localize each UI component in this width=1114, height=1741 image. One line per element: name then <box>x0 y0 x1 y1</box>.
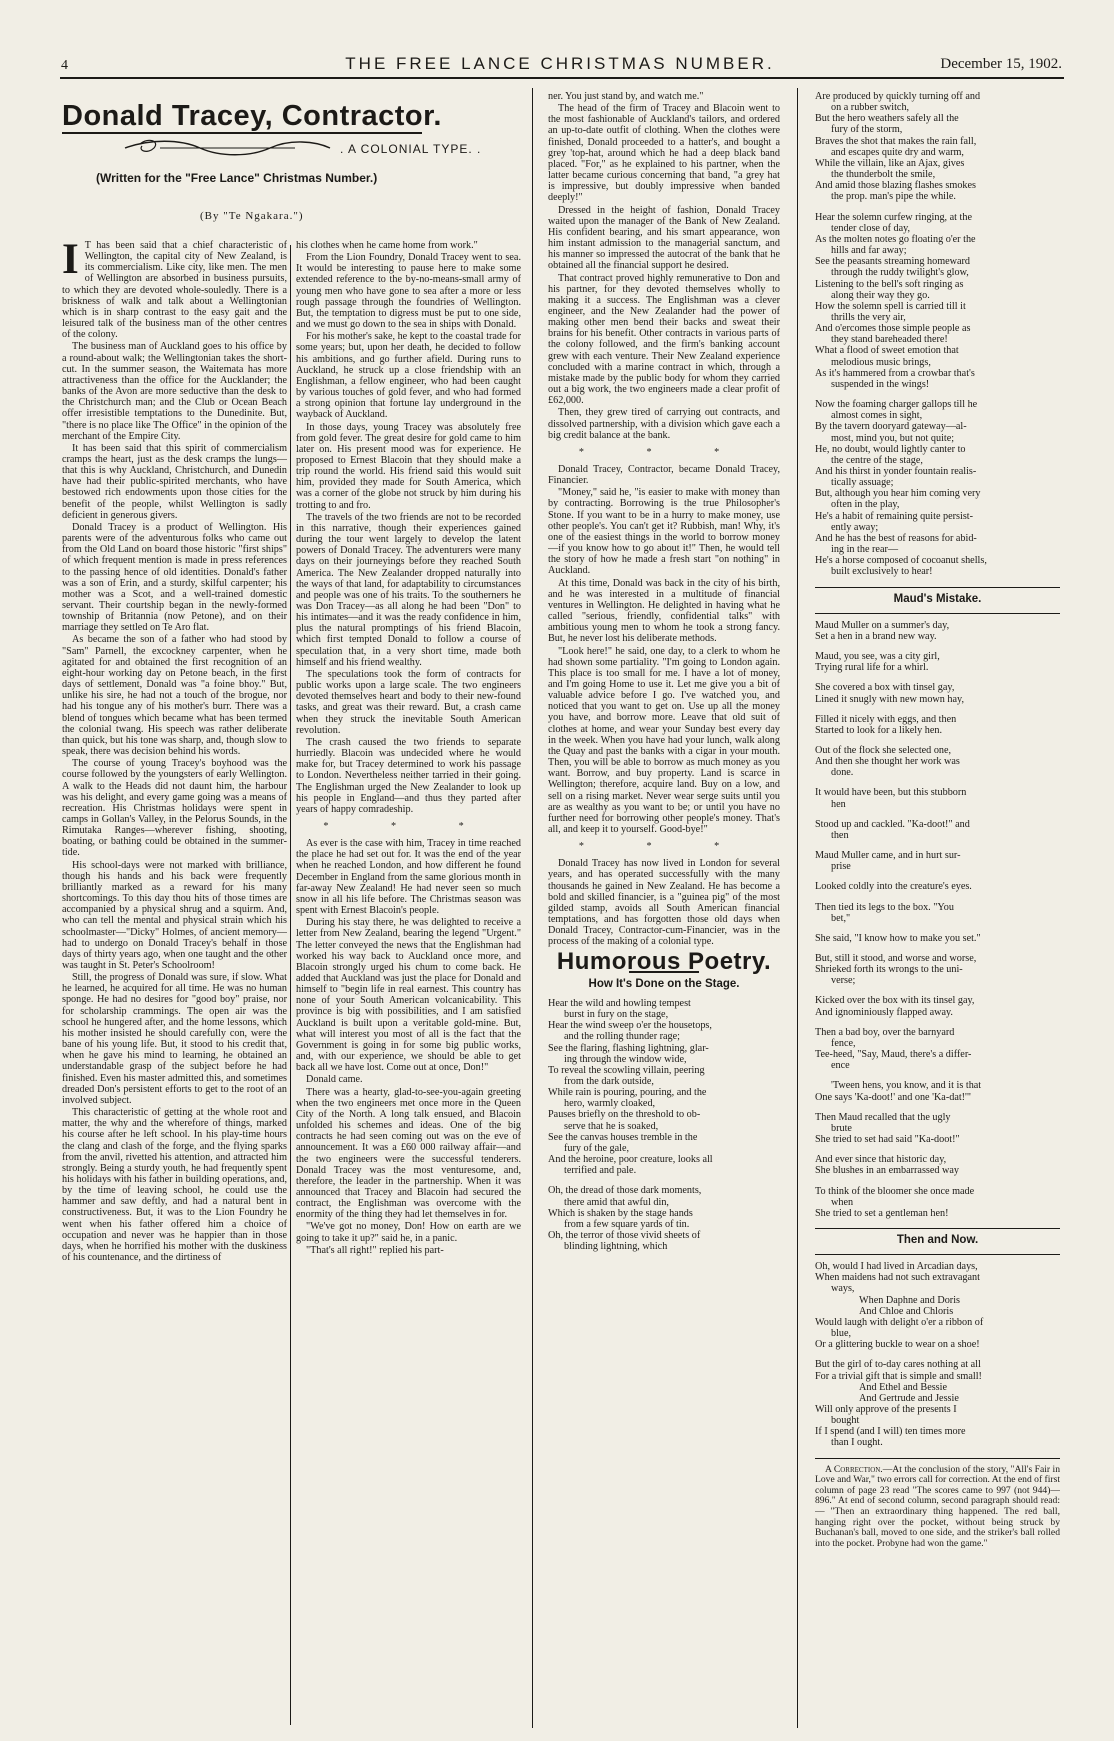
paragraph: ner. You just stand by, and watch me." <box>548 91 704 102</box>
story-title: Donald Tracey, Contractor. <box>62 100 442 132</box>
paragraph: This characteristic of getting at the whole root and matter, the why and the wherefore of things, marked his course after he left school. In his play-time hours the clang and clash of the forge, and the flying sparks from the anvil, rivetted his attention, and attracted him strongly. Being a sturdy youth, he had frequently spent his holidays with his father in building operations, and, by the time of leaving school, he could use the hammer and saw deftly, and had a natural bent in constructiveness. But, it was to the Lion Foundry he went when his father offered him a choice of occupation and never was he happier than in those days, when he horrified his mother with the duskiness of his countenance, and the dirtiness of <box>62 1107 287 1264</box>
paragraph: The course of young Tracey's boyhood was the course followed by the youngsters of early Wellington. A walk to the Heads did not daunt him, the harbour was his delight, and every game going was a means of recreation. His Christmas holidays were spent in camps in Gollan's Valley, in the Pelorus Sounds, in the Rimutaka Ranges—wherever fishing, shooting, boating, or bathing could be obtained in the summer-tide. <box>62 758 287 859</box>
paragraph: Then, they grew tired of carrying out contracts, and dissolved partnership, with a division which gave each a big credit balance at the bank. <box>548 407 780 441</box>
poem-line: suspended in the wings! <box>831 378 930 390</box>
stanza <box>815 651 1060 673</box>
paragraph: Dressed in the height of fashion, Donald Tracey waited upon the manager of the Bank of New Zealand. His confident bearing, and his smart appearance, won him instant admission to the managerial sanctum, and his manner so impressed the autocrat of the bank that he obtained all the financial support he desired. <box>548 204 780 272</box>
poem-line: brute <box>831 1122 852 1134</box>
poem-line: Maud Muller on a summer's day, <box>815 619 950 631</box>
story-column-2 <box>296 240 521 1730</box>
page-number: 4 <box>61 58 68 73</box>
stanza <box>815 1261 1060 1350</box>
paragraph: Donald came. <box>306 1074 363 1086</box>
poem-line: Trying rural life for a whirl. <box>815 662 929 674</box>
poem-line: Hear the wild and howling tempest <box>548 997 691 1009</box>
stanza <box>815 212 1060 391</box>
stanza <box>815 682 1060 704</box>
poem-line: She covered a box with tinsel gay, <box>815 682 955 694</box>
paragraph: There was a hearty, glad-to-see-you-again greeting when the two engineers met once more in the Queen City of the North. A long talk ensued, and Blacoin unfolded his schemes and ideas. One of the big contracts he had seen coming out was on the eve of announcement. It was a £60 000 railway affair—and the two engineers were the successful tenderers. Donald Tracey was the most venturesome, and, therefore, the leader in the partnership. When it was announced that Tracey and Blacoin had secured the contract, the Englishman was overcome with the enormity of the thing they had let themselves in for. <box>296 1086 521 1221</box>
poem-line: While rain is pouring, pouring, and the <box>548 1087 707 1099</box>
poem-line: Then tied its legs to the box. "You <box>815 901 954 913</box>
stage-poem <box>548 998 780 1252</box>
poem-line: and the rolling thunder rage; <box>564 1031 680 1043</box>
poem-line: bought <box>831 1415 860 1427</box>
poem-line: hills and far away; <box>831 245 907 257</box>
poem-line: Will only approve of the presents I <box>815 1404 957 1415</box>
poem-line: often in the play, <box>831 499 900 511</box>
poem-line: Now the foaming charger gallops till he <box>815 399 978 411</box>
stanza <box>815 953 1060 986</box>
paragraph: The crash caused the two friends to separate hurriedly. Blacoin was undecided where he would make for, but Tracey determined to work his passage to London. Nevertheless neither tarried in their going. The Englishman urged the New Zealander to look up his people in England—and thus they parted after years of happy comradeship. <box>296 736 521 815</box>
poem-line: there amid that awful din, <box>564 1196 669 1208</box>
poem-line: Listening to the bell's soft ringing as <box>815 278 964 290</box>
poem-line: tender close of day, <box>831 222 911 234</box>
stanza <box>815 620 1060 642</box>
stanza <box>815 1027 1060 1072</box>
poem-line: built exclusively to hear! <box>831 566 933 578</box>
paragraph: That contract proved highly remunerative to Don and his partner, for they devoted themselves wholly to making it a success. The Englishman was a clever engineer, and the New Zealander had the power of making other men bend their backs and sweat their brains for his benefit. Other contracts in various parts of the colony followed, and the firm's banking account grew with each venture. Their New Zealand experience concluded with a marine contract in which, through a mistake made by the public body for whom they carried out a big work, the two engineers made a clear profit of £62,000. <box>548 272 780 407</box>
paragraph <box>62 240 287 340</box>
poem-line: bet," <box>831 912 851 924</box>
poem-line: they stand bareheaded there! <box>831 334 948 346</box>
then-poem-title: Then and Now. <box>896 1233 979 1246</box>
section-break: * * * <box>578 446 750 458</box>
story-column-1 <box>62 240 287 1730</box>
poem-line: when <box>831 1196 854 1208</box>
paragraph: The business man of Auckland goes to his office by a round-about walk; the Wellingtonian takes the short-cut. In the summer season, the Waitemata has more attractiveness than the office for the Aucklander; the banks of the Avon are more seductive than the desk to the Christchurch man; and the Club or Ocean Beach offer irresistible temptations to the Dunedinite. But, "there is no place like The Office" in the opinion of the merchant of the Empire City. <box>62 341 287 442</box>
poem-line: Pauses briefly on the threshold to ob- <box>548 1109 701 1121</box>
stanza <box>548 998 780 1177</box>
correction-label: A Correction. <box>825 1463 883 1475</box>
poem-line: Tee-heed, "Say, Maud, there's a differ- <box>815 1049 972 1061</box>
poem-line: fury of the storm, <box>831 124 903 136</box>
poem-line: For a trivial gift that is simple and small! <box>815 1370 982 1382</box>
poem-line: the thunderbolt the smile, <box>831 169 936 181</box>
stanza <box>815 1112 1060 1145</box>
poem-line: Lined it snugly with new mown hay, <box>815 693 965 705</box>
poem-line: ing through the window wide, <box>564 1053 687 1065</box>
paragraph: Still, the progress of Donald was sure, if slow. What he learned, he acquired for all time. He was no human sponge. He had no desires for "good boy" praise, nor for scholarship crammings. The open air was the school he hungered after, and the home lessons, which his mother insisted he should carefully con, were the bane of his young life. But, it stood to his credit that, when he gave his mind to learning, he obtained an understandable grasp of the subject before he had finished. Even his master admitted this, and sometimes dreaded Don's persistent efforts to get to the root of an involved subject. <box>62 972 287 1106</box>
poem-line: Braves the shot that makes the rain fall, <box>815 135 977 147</box>
section-rule <box>815 613 1060 614</box>
poem-line: If I spend (and I will) ten times more <box>815 1426 966 1438</box>
poem-line: hen <box>831 798 846 810</box>
section-rule <box>815 1458 1060 1459</box>
poem-line: Looked coldly into the creature's eyes. <box>815 881 972 893</box>
paragraph: His school-days were not marked with brilliance, though his hands and his back were frequently brilliantly marked as a reward for his many shortcomings. To this day thou hits of those times are accompanied by a physical shrug and a squirm. And, who can tell the mental and physical strain which his schoolmaster—"Dicky" Holmes, of ancient memory—had to undergo on Donald Tracey's behalf in those days of thirty years ago, when one taught and the other was taught in St. Peter's Schoolroom! <box>62 859 287 971</box>
poem-line: ence <box>831 1060 850 1072</box>
story-continuation <box>548 91 780 948</box>
stanza <box>815 91 1060 203</box>
poem-line: To think of the bloomer she once made <box>815 1185 975 1197</box>
poem-line: But, although you hear him coming very <box>815 488 981 500</box>
poem-line: the prop. man's pipe the while. <box>831 191 956 203</box>
column-divider <box>532 88 533 1728</box>
stanza <box>815 819 1060 841</box>
poem-line: How the solemn spell is carried till it <box>815 300 966 312</box>
poem-line: Hear the wind sweep o'er the housetops, <box>548 1020 712 1032</box>
poem-line: By the tavern dooryard gateway—al- <box>815 421 967 433</box>
poem-line: And the heroine, poor creature, looks all <box>548 1154 713 1166</box>
poem-line: tically assuage; <box>831 477 894 489</box>
poem-line: prise <box>831 861 851 873</box>
paragraph: During his stay there, he was delighted to receive a letter from New Zealand, bearing the legend "Urgent." The letter conveyed the news that the Englishman had worked his way back to Auckland once more, and Blacoin strongly urged his chum to come back. He added that Auckland was just the place for Donald and himself to "begin life in real earnest. This country has none of your South American volcanicability. This province is big with possibilities, and I am satisfied Auckland is built upon a veritable gold-mine. But, what will interest you most of all is the fact that the Government is going in for some big public works, and, with our experience, we should be able to get back all we have lost. Come out at once, Don!" <box>296 917 521 1074</box>
poem-line: While the villain, like an Ajax, gives <box>815 157 965 169</box>
poem-line: burst in fury on the stage, <box>564 1009 669 1021</box>
poem-line: He, no doubt, would lightly canter to <box>815 443 966 455</box>
correction-notice <box>815 1465 1060 1550</box>
paragraph: Donald Tracey, Contractor, became Donald Tracey, Financier. <box>548 464 780 487</box>
poem-line: from a few square yards of tin. <box>564 1218 690 1230</box>
stanza <box>815 787 1060 809</box>
maud-poem <box>815 620 1060 1219</box>
poem-line: He's a horse composed of cocoanut shells, <box>815 555 987 567</box>
poem-line: See the flaring, flashing lightning, glar- <box>548 1042 709 1054</box>
poem-line: She tried to set had said "Ka-doot!" <box>815 1134 960 1146</box>
paragraph: It has been said that this spirit of commercialism cramps the heart, just as the desk cramps the lungs—that this is why Auckland, Christchurch, and Dunedin have had their public-spirited merchants, who have bestowed rich endowments upon those cities for the benefit of the people, whilst Wellington is sadly deficient in generous givers. <box>62 442 287 521</box>
section-break: * * * <box>578 841 750 853</box>
poem-line: ently away; <box>831 521 879 533</box>
poem-line: See the peasants streaming homeward <box>815 256 971 268</box>
paragraph: From the Lion Foundry, Donald Tracey went to sea. It would be interesting to pause here to make some extended reference to the by-no-means-small army of young men who have gone to sea after a more or less rough passage through the foundries of Wellington. But, the temptation to digress must be put to one side, and we must go down to the sea in ships with Donald. <box>296 252 521 331</box>
poem-line: But the hero weathers safely all the <box>815 113 959 125</box>
stanza <box>815 1080 1060 1102</box>
poem-line: Out of the flock she selected one, <box>815 744 952 756</box>
poem-line: fence, <box>831 1037 856 1049</box>
paragraph: Donald Tracey has now lived in London for several years, and has operated successfully with the many thousands he gained in New Zealand. He has become a bold and skilled financier, is a "guinea pig" of the most gilded stamp, avoids all South American financial temptations, and has forgotten those old days when Donald Tracey, Contractor-cum-Financier, was in the process of the making of a colonial type. <box>548 858 780 948</box>
poem-line: When maidens had not such extravagant <box>815 1272 980 1284</box>
poem-line: Maud, you see, was a city girl, <box>815 651 940 663</box>
poem-line: the centre of the stage, <box>831 454 923 466</box>
poem-line: She tried to set a gentleman hen! <box>815 1207 949 1219</box>
stanza <box>815 995 1060 1017</box>
poem-line: blue, <box>831 1328 852 1340</box>
stanza <box>548 1185 780 1252</box>
section-rule <box>815 1254 1060 1255</box>
column-divider <box>797 88 798 1728</box>
stanza <box>815 933 1060 944</box>
poem-line: most, mind you, but not quite; <box>831 432 955 444</box>
maud-poem-title: Maud's Mistake. <box>893 592 982 605</box>
poem-line: on a rubber switch, <box>831 102 910 114</box>
stage-poem-continued <box>815 91 1060 578</box>
poem-line: ways, <box>831 1283 855 1295</box>
poem-line: As the molten notes go floating o'er the <box>815 233 976 245</box>
stanza <box>815 902 1060 924</box>
poem-line: Or a glittering buckle to wear on a shoe! <box>815 1339 980 1351</box>
paragraph: In those days, young Tracey was absolutely free from gold fever. The great desire for gold came to him later on. His present mood was for experience. He proposed to Ernest Blacoin that they should make a trip round the world. His friend said this would suit him, provided they made for South America, which was a corner of the globe not struck by him during his trotting to and fro. <box>296 421 521 511</box>
poem-line: done. <box>831 767 854 779</box>
poem-line: from the dark outside, <box>564 1075 654 1087</box>
poem-line: Shrieked forth its wrongs to the uni- <box>815 964 963 976</box>
paragraph: The travels of the two friends are not to be recorded in this narrative, though their experiences gained during the tour went largely to develop the latent powers of Donald Tracey. The adventurers were many days on their journeyings before they reached South America. The New Zealander dropped naturally into the ways of that land, for adaptability to circumstances and people was one of his traits. To the southerners he was Don Tracey—as all along he had been "Don" to his intimates—and it was the ready confidence in him, plus the natural promptings of his friend Blacoin, which first tempted Donald to follow a course of speculation that, in a very short time, made both himself and his friend wealthy. <box>296 511 521 668</box>
poem-line: Oh, would I had lived in Arcadian days, <box>815 1261 978 1273</box>
poem-line: And then she thought her work was <box>815 756 960 768</box>
stanza <box>815 1186 1060 1219</box>
poem-line: almost comes in sight, <box>831 410 923 422</box>
poem-line: 'Tween hens, you know, and it is that <box>831 1080 982 1092</box>
poem-line: As it's hammered from a crowbar that's <box>815 367 975 379</box>
poem-line: And his thirst in yonder fountain realis- <box>815 466 977 477</box>
poem-line: When Daphne and Doris <box>859 1294 960 1306</box>
paragraph: As ever is the case with him, Tracey in time reached the place he had set out for. It was the end of the year when he reached London, and how different he found December in England from the same glorious month in far-away New Zealand! He had never seen so much snow in all his life before. The Christmas season was spent with Ernest Blacoin's people. <box>296 838 521 917</box>
stanza <box>815 745 1060 778</box>
poem-line: than I ought. <box>831 1437 883 1449</box>
paragraph: "We've got no money, Don! How on earth are we going to take it up?" said he, in a panic. <box>296 1221 521 1244</box>
stage-poem-title: How It's Done on the Stage. <box>588 977 740 990</box>
stanza <box>815 1154 1060 1176</box>
poem-line: serve that he is soaked, <box>564 1120 659 1132</box>
poem-line: Filled it nicely with eggs, and then <box>815 713 957 725</box>
poetry-column <box>815 91 1060 1731</box>
paragraph: At this time, Donald was back in the city of his birth, and he was interested in a multitude of financial ventures in Wellington. He delighted in having what he called "serious, friendly, confidential talks" with ambitious young men to whom he took a strong fancy. But, he never lost his deliberate methods. <box>548 577 780 645</box>
poem-line: To reveal the scowling villain, peering <box>548 1064 705 1076</box>
paragraph: "That's all right!" replied his part- <box>306 1244 444 1256</box>
section-rule <box>815 1228 1060 1229</box>
poem-line: One says 'Ka-doot!' and one 'Ka-dat!'" <box>815 1091 972 1103</box>
stanza <box>815 850 1060 872</box>
humorous-poetry-heading: Humorous Poetry. <box>556 947 772 975</box>
poem-line: Oh, the terror of those vivid sheets of <box>548 1230 701 1241</box>
poem-line: along their way they go. <box>831 289 930 301</box>
column-divider <box>290 245 291 1725</box>
poem-line: Maud Muller came, and in hurt sur- <box>815 850 961 862</box>
stanza <box>815 399 1060 578</box>
byline: (By "Te Ngakara.") <box>200 210 304 222</box>
poem-line: then <box>831 829 849 841</box>
stanza <box>815 881 1060 892</box>
poem-line: And ever since that historic day, <box>815 1154 947 1166</box>
flourish-ornament <box>120 137 335 159</box>
poem-line: melodious music brings, <box>831 356 931 368</box>
poem-line: Stood up and cackled. "Ka-doot!" and <box>815 818 970 830</box>
poem-line: hero, warmly cloaked, <box>564 1098 656 1110</box>
paragraph-text: T has been said that a chief characteristic of Wellington, the capital city of New Zealand, is its commercialism. Like city, like men. The men of Wellington are absorbed in business pursuits, to which they are devoted whole-souledly. There is a briskness of walk and talk about a Wellingtonian which is in sharp contrast to the easy gait and the leisured talk of the business man of the other centres of the colony. <box>62 240 287 341</box>
poem-line: See the canvas houses tremble in the <box>548 1131 698 1143</box>
story-column-3 <box>548 91 780 1731</box>
poem-line: And Chloe and Chloris <box>859 1305 954 1317</box>
paragraph: "Money," said he, "is easier to make with money than by contracting. Borrowing is the true Philosopher's Stone. If you want to be in a hurry to make money, use other people's. You can't get it? Rubbish, man! Why, it's one of the easiest things in the world to borrow money—if you know how to go about it!" Then, he would tell the story of how he made a fresh start "on nothing" in Auckland. <box>548 487 780 577</box>
section-break: * * * <box>323 820 494 832</box>
poem-line: thrills the very air, <box>831 311 906 323</box>
poem-line: And Ethel and Bessie <box>859 1381 947 1393</box>
paragraph: "Look here!" he said, one day, to a clerk to whom he had shown some partiality. "I'm going to London again. This place is too small for me. I have a lot of money, and I'm going Home to use it. Let me give you a bit of valuable advice before I go. I've watched you, and noticed that you want to get on. Use up all the money you have, and borrow more. Leave that old suit of clothes at home, and wear your Sunday best every day in the week. When you have had your lunch, walk along the Quay and past the banks with a cigar in your mouth. Then, you will be able to borrow as much money as you want. Borrow, and buy property. Land is scarce in Wellington; therefore, acquire land. Buy on a low, and sell on a rising market. Never wear serge suits until you are as wealthy as you want to be; or until you have no further need for borrowing other people's money. That's all, and keep it to yourself. Good-bye!" <box>548 645 780 835</box>
poem-line: Which is shaken by the stage hands <box>548 1207 693 1219</box>
poem-line: And amid those blazing flashes smokes <box>815 180 976 192</box>
poem-line: Are produced by quickly turning off and <box>815 91 981 102</box>
poem-line: Then Maud recalled that the ugly <box>815 1111 951 1123</box>
poem-line: Started to look for a likely hen. <box>815 724 943 736</box>
poem-line: What a flood of sweet emotion that <box>815 345 959 357</box>
poem-line: through the ruddy twilight's glow, <box>831 267 969 279</box>
paragraph: The speculations took the form of contracts for public works upon a large scale. The two engineers devoted themselves heart and body to their new-found tasks, and great was their reward. But, a crash came when they struck the inevitable South American revolution. <box>296 668 521 736</box>
poem-line: Would laugh with delight o'er a ribbon of <box>815 1316 984 1328</box>
stanza <box>815 1359 1060 1448</box>
correction-text: —At the conclusion of the story, "All's Fair in Love and War," two errors call for correction. At the end of first column of page 23 read "The scores came to 997 (not 944)—896." At end of second column, second paragraph should read: — "Then an extraordinary thing happened. The red ball, hanging right over the pocket, without being struck by Buchanan's ball, moved to one side, and the striker's ball rolled into the pocket. Probyne had won the game." <box>815 1463 1060 1549</box>
poem-line: And Gertrude and Jessie <box>859 1392 959 1404</box>
written-for-note: (Written for the "Free Lance" Christmas Number.) <box>96 171 378 185</box>
poem-line: But, still it stood, and worse and worse, <box>815 953 977 964</box>
poem-line: and escapes quite dry and warm, <box>831 146 964 158</box>
stanza <box>815 714 1060 736</box>
drop-cap: I <box>62 240 79 283</box>
paragraph: The head of the firm of Tracey and Blacoin went to the most fashionable of Auckland's tailors, and ordered an up-to-date outfit of clothing. When the clothes were finished, Donald proceeded to a hatter's, and bought a grey 'top-hat, around which he had a deep black band placed. "For," as he explained to his partner, when the latter became curious concerning that band, "a grey hat is impressive, but doubly impressive when banded deeply!" <box>548 103 780 204</box>
issue-date: December 15, 1902. <box>940 56 1062 72</box>
poem-line: And ignominiously flapped away. <box>815 1006 953 1018</box>
poem-line: Set a hen in a brand new way. <box>815 630 937 642</box>
poem-line: blinding lightning, which <box>564 1241 668 1253</box>
poem-line: ing in the rear— <box>831 544 899 556</box>
paragraph: his clothes when he came home from work." <box>296 240 478 251</box>
header-rule <box>60 77 1064 79</box>
poem-line: It would have been, but this stubborn <box>815 787 967 799</box>
poem-line: Hear the solemn curfew ringing, at the <box>815 211 973 223</box>
story-subtitle: . A COLONIAL TYPE. . <box>340 142 482 156</box>
paragraph: As became the son of a father who had stood by "Sam" Parnell, the excockney carpenter, when he agitated for and obtained the first recognition of an eight-hour working day on Petone beach, in the first days of settlement, Donald was "a foine bhoy." But, unlike his sire, he had not a touch of the brogue, nor had his tongue any of his mother's burr. There was a blend of tongues which became what has been termed the colonial twang. His speech was rather deliberate than quick, but his tone was sharp, and, though slow to speak, there was decision behind his words. <box>62 634 287 758</box>
poem-line: fury of the gale, <box>564 1142 630 1154</box>
then-poem <box>815 1261 1060 1449</box>
poem-line: And he has the best of reasons for abid- <box>815 532 977 544</box>
section-rule <box>815 587 1060 588</box>
poem-line: terrified and pale. <box>564 1165 637 1177</box>
paragraph: For his mother's sake, he kept to the coastal trade for some years; but, upon her death, he decided to follow his ambitions, and go further afield. During runs to Auckland, he struck up a close friendship with an Englishman, a fellow engineer, who had been caught by various touches of gold fever, and who had formed a strong opinion that fortune lay underground in the wayback of Auckland. <box>296 331 521 421</box>
poem-line: Oh, the dread of those dark moments, <box>548 1185 702 1197</box>
poem-line: But the girl of to-day cares nothing at all <box>815 1359 981 1371</box>
poem-line: She said, "I know how to make you set." <box>815 932 981 944</box>
poem-line: Kicked over the box with its tinsel gay, <box>815 995 975 1007</box>
poem-line: Then a bad boy, over the barnyard <box>815 1026 955 1038</box>
paragraph: Donald Tracey is a product of Wellington. His parents were of the adventurous folks who came out from the Old Land on board those historic "first ships" of which frequent mention is made in press references to the passing hence of old identities. Donald's father was a son of Erin, and a sturdy, skilful carpenter; his mother was a Scot, and a well-trained domestic servant. Their courtship began in the newly-formed township of Britannia (now Petone), and on their marriage they settled on Te Aro flat. <box>62 521 287 634</box>
masthead: THE FREE LANCE CHRISTMAS NUMBER. <box>345 54 775 73</box>
poem-line: She blushes in an embarrassed way <box>815 1165 960 1177</box>
poem-line: He's a habit of remaining quite persist- <box>815 510 974 522</box>
poem-line: verse; <box>831 975 856 987</box>
poem-line: And o'ercomes those simple people as <box>815 323 971 335</box>
title-underline <box>62 132 422 134</box>
